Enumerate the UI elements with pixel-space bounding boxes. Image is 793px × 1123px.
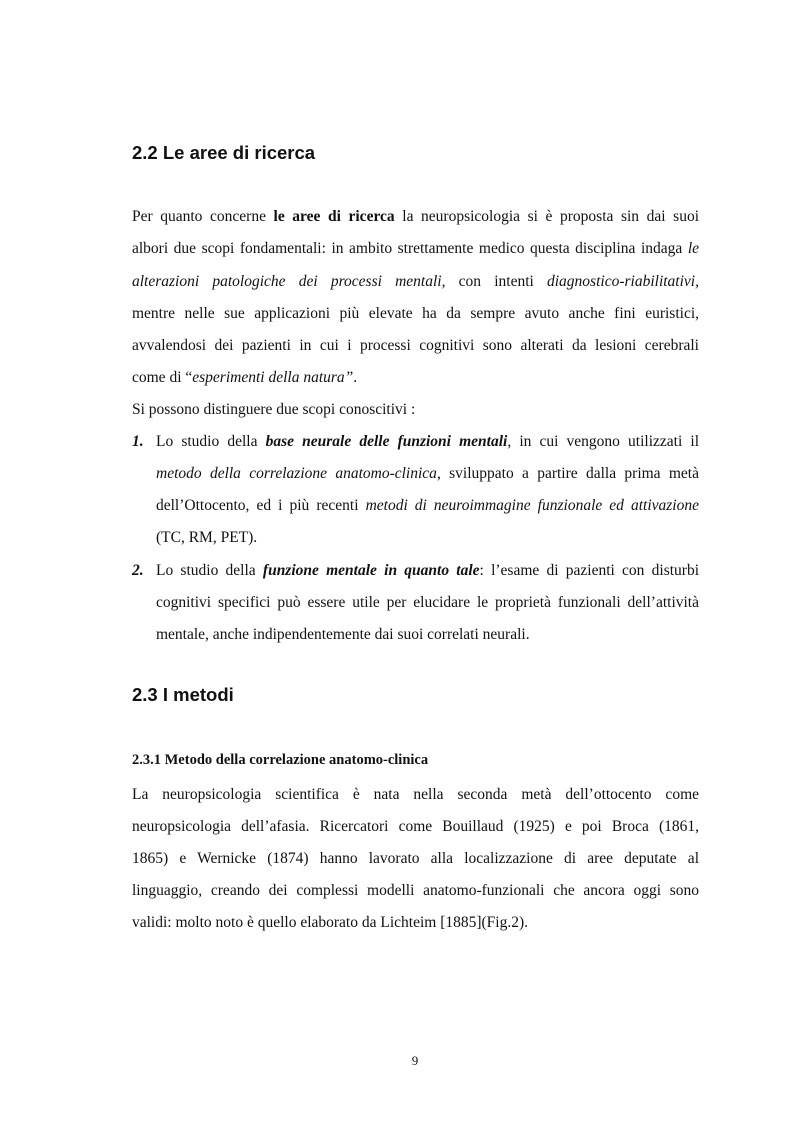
list-line: (TC, RM, PET). [156,529,258,546]
paragraph-line: linguaggio, creando dei complessi modelli anatomo-funzionali che ancora oggi sono [132,882,699,899]
paragraph-line: 1865) e Wernicke (1874) hanno lavorato alla localizzazione di aree deputate al [132,850,699,867]
list-line: Lo studio della funzione mentale in quanto tale: l’esame di pazienti con disturbi [156,562,699,579]
paragraph-line: albori due scopi fondamentali: in ambito strettamente medico questa disciplina indaga le [132,240,699,257]
paragraph-line: neuropsicologia dell’afasia. Ricercatori come Bouillaud (1925) e poi Broca (1861, [132,818,699,835]
paragraph-line: come di “esperimenti della natura”. [132,369,358,386]
paragraph-line: mentre nelle sue applicazioni più elevate ha da sempre avuto anche fini euristici, [132,305,699,322]
paragraph-line: validi: molto noto è quello elaborato da Lichteim [1885](Fig.2). [132,914,529,931]
list-intro: Si possono distinguere due scopi conoscitivi : [132,401,416,418]
list-line: mentale, anche indipendentemente dai suoi correlati neurali. [156,626,530,643]
section-heading-2-3: 2.3 I metodi [132,684,234,705]
subsection-heading-2-3-1: 2.3.1 Metodo della correlazione anatomo-clinica [132,752,429,768]
list-line: dell’Ottocento, ed i più recenti metodi di neuroimmagine funzionale ed attivazione [156,497,699,514]
section-heading-2-2: 2.2 Le aree di ricerca [132,142,316,163]
paragraph-line: La neuropsicologia scientifica è nata nella seconda metà dell’ottocento come [132,786,699,803]
paragraph-line: alterazioni patologiche dei processi mentali, con intenti diagnostico-riabilitativi, [132,273,699,290]
list-number: 1. [132,433,144,450]
list-line: Lo studio della base neurale delle funzioni mentali, in cui vengono utilizzati il [156,433,699,450]
paragraph-line: Per quanto concerne le aree di ricerca la neuropsicologia si è proposta sin dai suoi [132,208,699,225]
page-number: 9 [411,1053,419,1068]
list-line: metodo della correlazione anatomo-clinica, sviluppato a partire dalla prima metà [156,465,699,482]
paragraph-line: avvalendosi dei pazienti in cui i processi cognitivi sono alterati da lesioni cerebrali [132,337,699,354]
list-line: cognitivi specifici può essere utile per elucidare le proprietà funzionali dell’attività [156,594,699,611]
list-number: 2. [132,562,144,579]
